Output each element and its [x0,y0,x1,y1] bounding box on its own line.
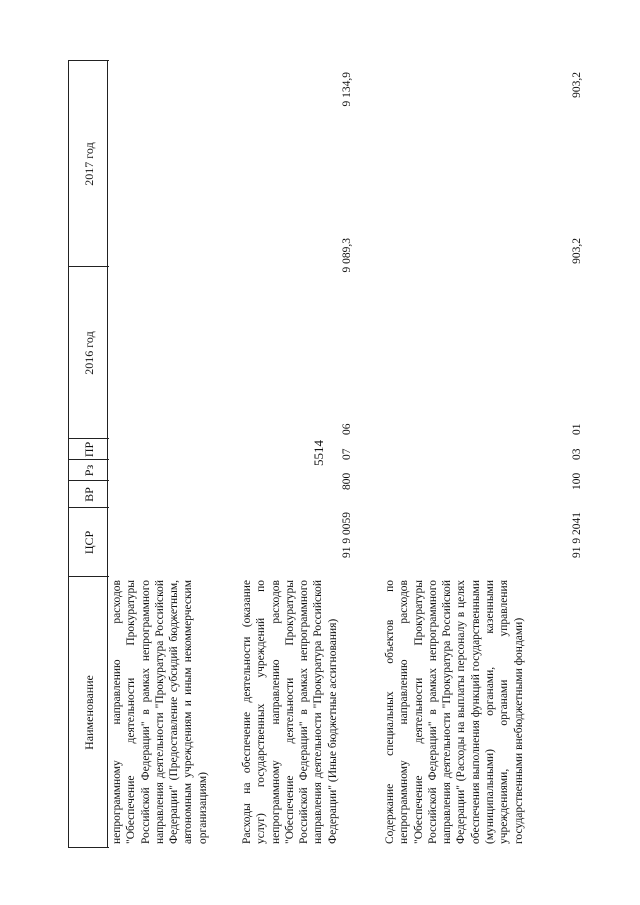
header-2016: 2016 год [81,331,96,375]
row-vr: 800 [341,472,353,490]
row-name: Содержание специальных объектов по непрограммному направлению расходов "Обеспечение деятельности Прокуратуры Российской Федерации" в рамках непрограммного направления деятельности "Прокуратура Российской Федерации" (Расходы на выплаты персоналу в целях обеспечения выполнения функций государственными (муниципальными) органами, казенными учреждениями, органами управления государственными внебюджетными фондами) [384,580,525,844]
header-rz: Рз [81,464,96,477]
row-2017: 9 134,9 [341,72,353,107]
header-pr: ПР [81,441,96,458]
row-2016: 9 089,3 [341,238,353,273]
row-2017: 903,2 [571,72,583,98]
budget-table [68,60,608,848]
row-csr: 91 9 2041 [571,512,583,558]
header-2017: 2017 год [81,142,96,186]
row-pr: 06 [341,423,353,435]
row-rz: 03 [571,448,583,460]
row-csr: 91 9 0059 [341,512,353,558]
table-header [68,60,108,848]
row-vr: 100 [571,472,583,490]
row-name: Расходы на обеспечение деятельности (оказание услуг) государственных учреждений по непрограммному направлению расходов "Обеспечение деятельности Прокуратуры Российской Федерации" в рамках непрограммного направления деятельности "Прокуратура Российской Федерации" (Иные бюджетные ассигнования) [241,580,339,844]
row-2016: 903,2 [571,238,583,264]
page-number: 5514 [311,440,326,466]
row-name: непрограммному направлению расходов "Обеспечение деятельности Прокуратуры Российской Федерации" в рамках непрограммного направления деятельности "Прокуратура Российской Федерации" (Предоставление субсидий бюджетным, автономным учреждениям и иным некоммерческим организациям) [111,580,209,844]
header-vr: ВР [81,487,96,502]
row-pr: 01 [571,423,583,435]
row-rz: 07 [341,448,353,460]
header-csr: ЦСР [81,530,96,555]
header-name: Наименование [81,675,96,750]
